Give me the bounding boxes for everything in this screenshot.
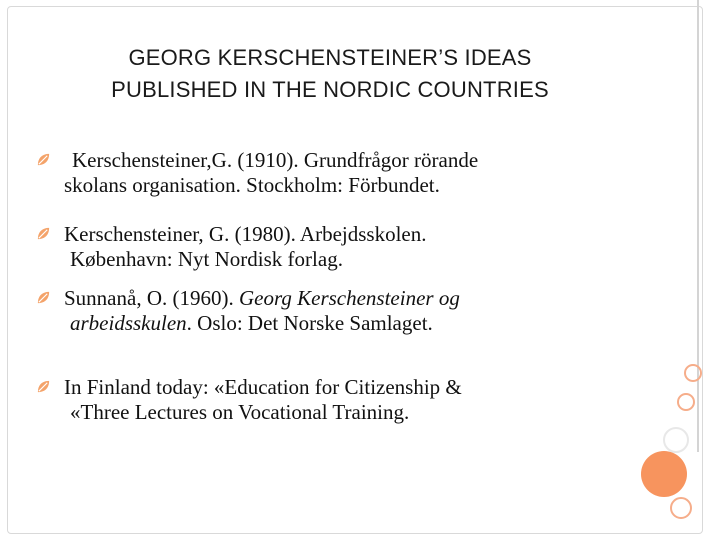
decorative-vertical-line — [697, 0, 699, 452]
decorative-ring — [663, 427, 689, 453]
bullet-text-italic: arbeidsskulen — [70, 311, 187, 335]
bullet-text-line-2: København: Nyt Nordisk forlag. — [70, 247, 343, 271]
bullet-text-line-1: In Finland today: «Education for Citizenship & — [64, 375, 462, 399]
bullet-text-line-2: skolans organisation. Stockholm: Förbundet. — [64, 173, 440, 197]
decorative-ring — [677, 393, 695, 411]
list-item — [36, 286, 636, 336]
bullet-text-line-2 — [64, 311, 636, 336]
leaf-bullet-icon — [36, 290, 51, 305]
decorative-ring — [670, 497, 692, 519]
leaf-bullet-icon — [36, 226, 51, 241]
slide-title — [40, 42, 620, 106]
leaf-bullet-icon — [36, 379, 51, 394]
leaf-bullet-icon — [36, 152, 51, 167]
bullet-text-line-1: Kerschensteiner,G. (1910). Grundfrågor rörande — [72, 148, 479, 172]
list-item — [36, 222, 636, 272]
decorative-ring — [684, 364, 702, 382]
bullet-text-plain: Sunnanå, O. (1960). — [64, 286, 239, 310]
title-line-1: GEORG KERSCHENSTEINER’S IDEAS — [128, 45, 532, 70]
title-line-2: PUBLISHED IN THE NORDIC COUNTRIES — [111, 77, 549, 102]
list-item — [36, 148, 636, 198]
bullet-text-line-1: Kerschensteiner, G. (1980). Arbejdsskolen. — [64, 222, 427, 246]
decorative-circle — [641, 451, 687, 497]
bullet-text-italic: Georg Kerschensteiner og — [238, 286, 460, 310]
bullet-text-line-2: «Three Lectures on Vocational Training. — [70, 400, 410, 424]
list-item — [36, 375, 636, 425]
bullet-text-plain: . Oslo: Det Norske Samlaget. — [186, 311, 433, 335]
